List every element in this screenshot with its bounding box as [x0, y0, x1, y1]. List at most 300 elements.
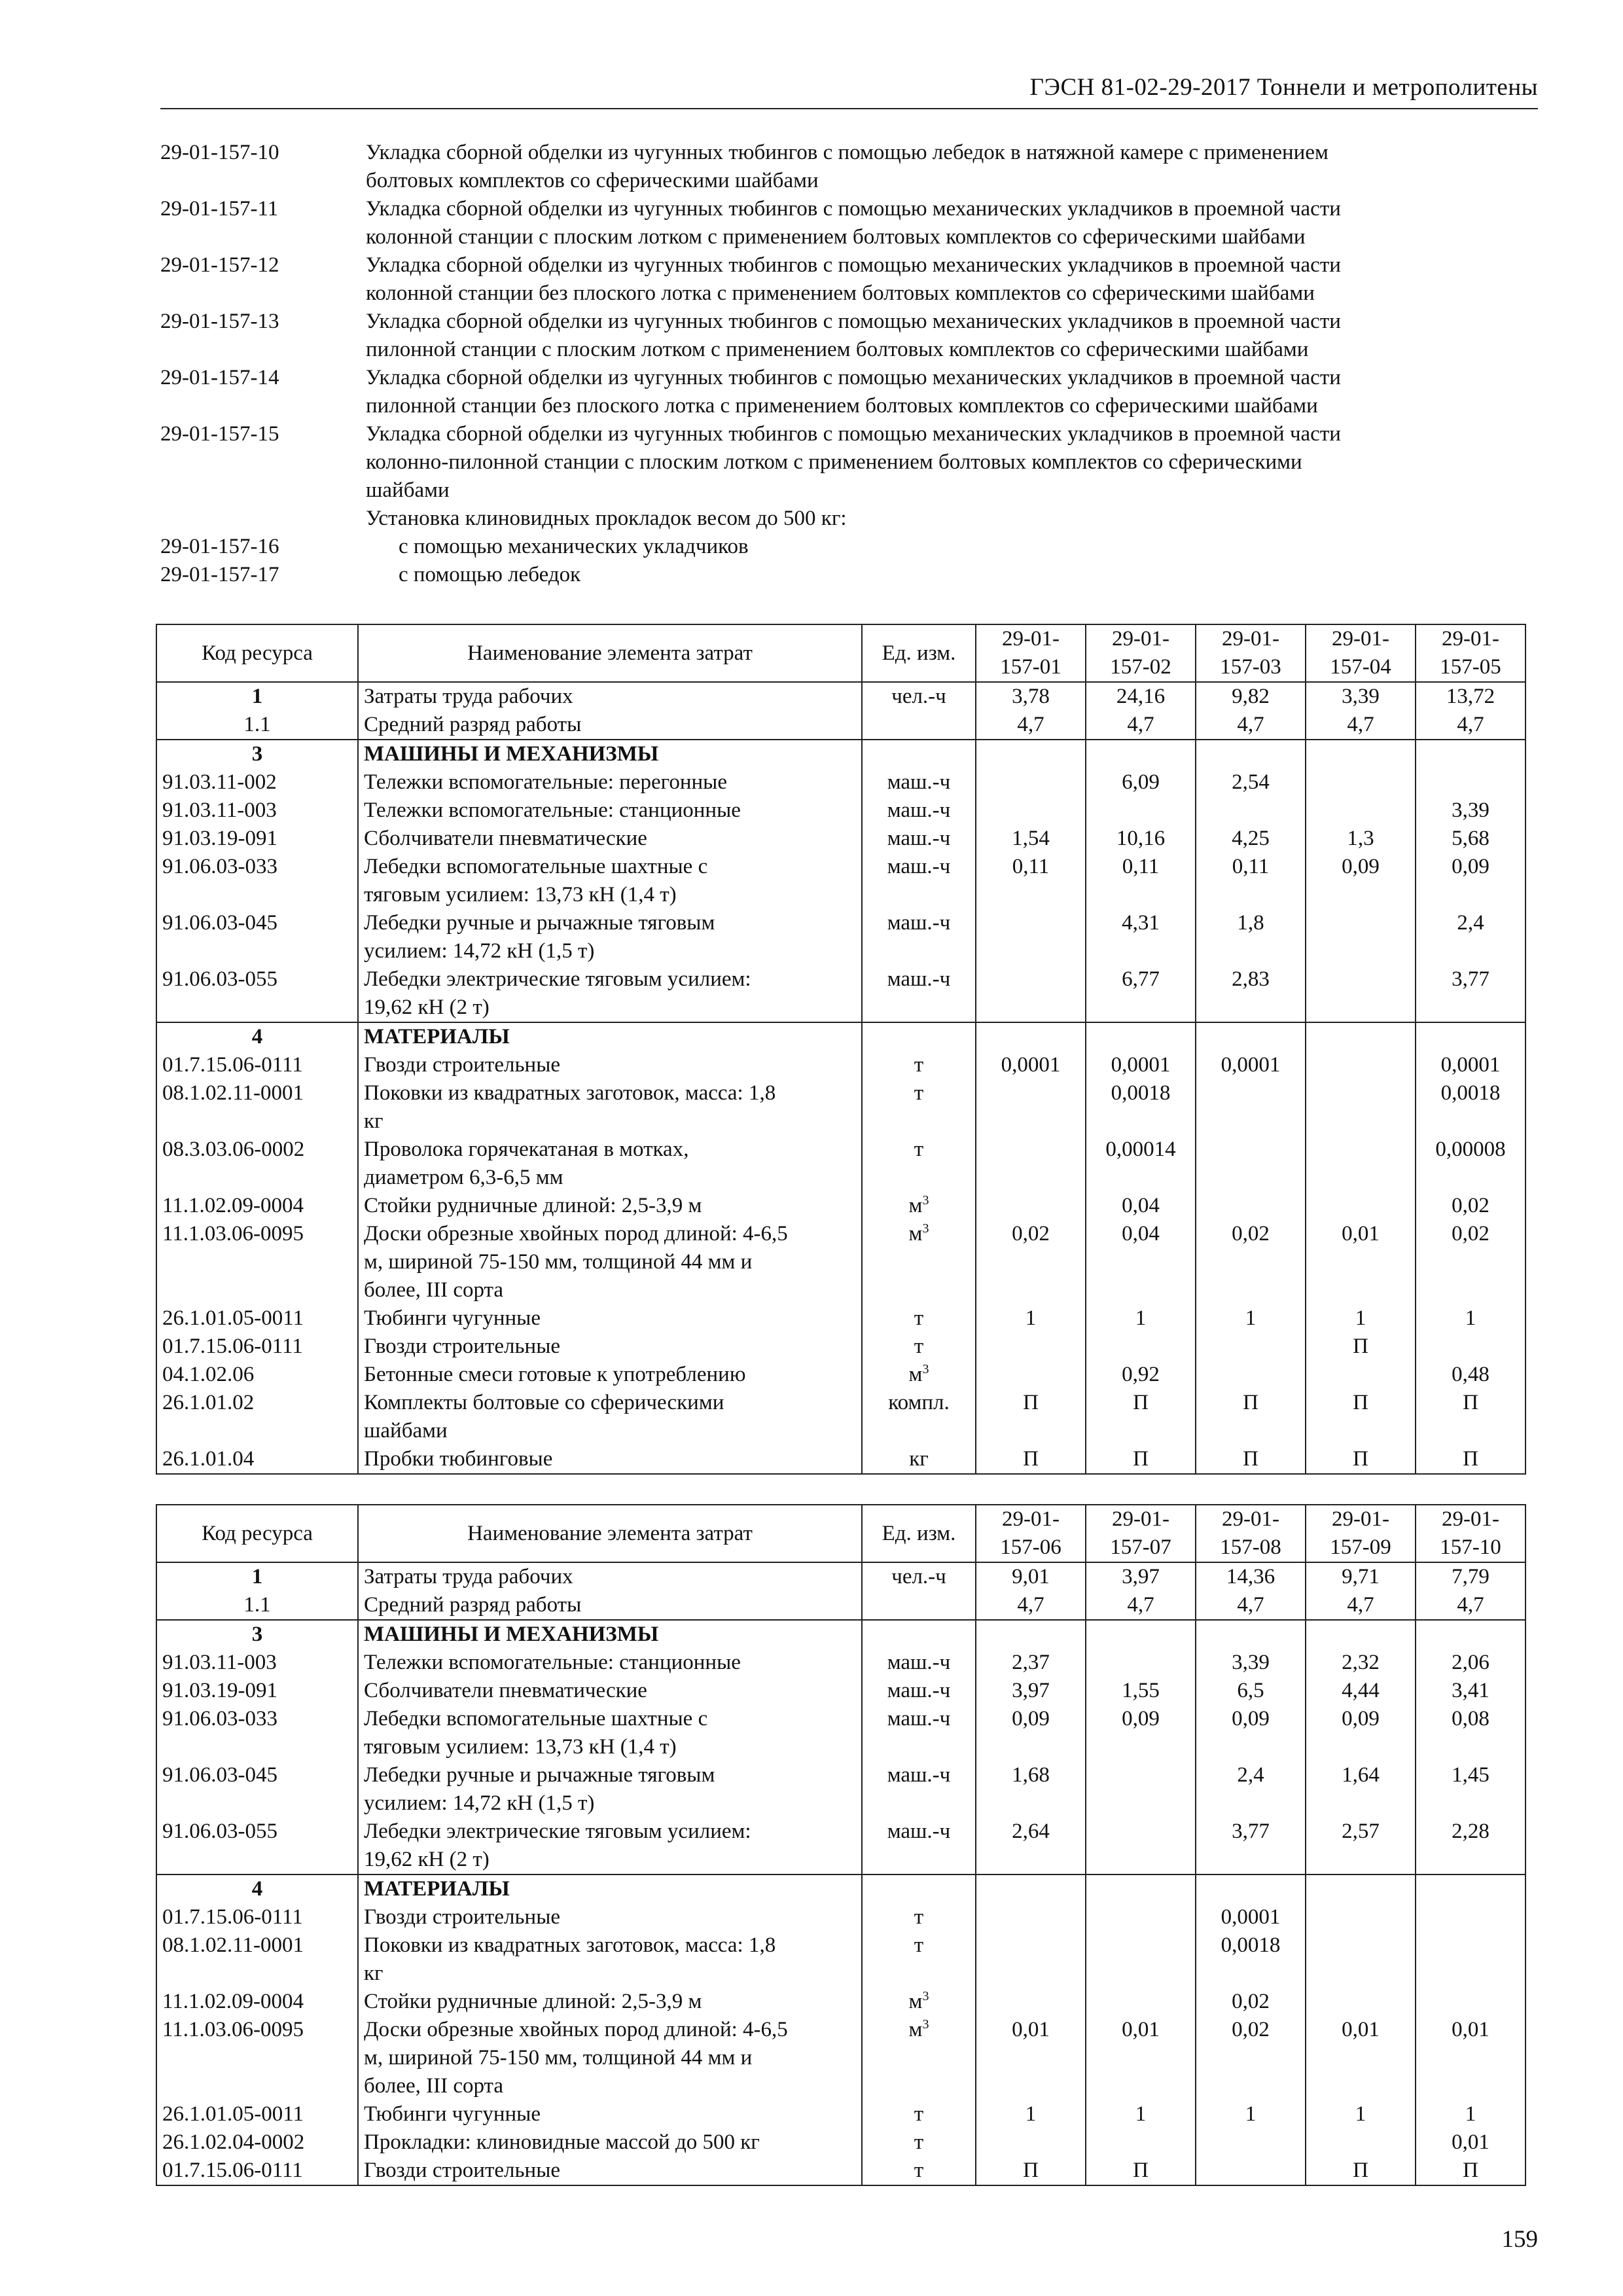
header-norm-code-line: 157-05	[1440, 655, 1501, 679]
table-row	[156, 2157, 1525, 2185]
cost-element-name-cell	[358, 965, 862, 1022]
norm-value-cell: 2,83	[1196, 965, 1306, 1022]
norm-entry-description: Укладка сборной обделки из чугунных тюбингов с помощью механических укладчиков в проемной части	[366, 310, 1341, 333]
resource-code-cell: 04.1.02.06	[156, 1361, 358, 1389]
unit-cell: т	[862, 1903, 976, 1931]
norm-entry-description: пилонной станции без плоского лотка с применением болтовых комплектов со сферическими шайбами	[366, 394, 1318, 418]
resource-code-cell: 01.7.15.06-0111	[156, 1903, 358, 1931]
norm-entry-code: 29-01-157-12	[160, 253, 279, 277]
resource-code-cell: 08.3.03.06-0002	[156, 1136, 358, 1192]
norm-value-cell: 4,7	[1086, 1591, 1196, 1620]
norm-value-cell	[1196, 1079, 1306, 1136]
cost-element-name-line: тяговым усилием: 13,73 кН (1,4 т)	[364, 1735, 677, 1759]
table-row	[156, 768, 1525, 797]
norm-value-cell	[1086, 1988, 1196, 2016]
resource-code-cell: 91.03.11-003	[156, 797, 358, 825]
table-header-row	[156, 1505, 1525, 1562]
resource-code-cell: 91.06.03-045	[156, 909, 358, 965]
resource-cost-table-1	[156, 624, 1526, 1475]
norm-entry-code: 29-01-157-17	[160, 563, 279, 586]
table-row	[156, 1220, 1525, 1304]
norm-value-cell: П	[1416, 1445, 1525, 1474]
header-unit: Ед. изм.	[862, 1505, 976, 1562]
norm-value-cell: 4,44	[1306, 1677, 1416, 1705]
norm-value-cell	[1306, 740, 1416, 768]
norm-value-cell	[976, 1361, 1086, 1389]
cost-element-name-cell	[358, 1079, 862, 1136]
norm-value-cell	[1196, 1022, 1306, 1051]
norm-value-cell: 4,7	[1196, 711, 1306, 740]
norm-value-cell	[1306, 1022, 1416, 1051]
norm-entry-line	[160, 420, 1535, 448]
header-norm-code	[1416, 624, 1525, 682]
cost-element-name-line: Стойки рудничные длиной: 2,5-3,9 м	[364, 1194, 702, 1217]
norm-value-cell: П	[1086, 1445, 1196, 1474]
norm-value-cell: 2,32	[1306, 1649, 1416, 1677]
table-row	[156, 1136, 1525, 1192]
table-header-row	[156, 624, 1525, 682]
norm-value-cell: 24,16	[1086, 682, 1196, 711]
norm-value-cell	[1306, 1136, 1416, 1192]
norm-entry-line	[160, 505, 1535, 533]
resource-code-cell: 91.06.03-045	[156, 1761, 358, 1818]
resource-code-cell: 3	[156, 1620, 358, 1649]
resource-code-cell: 11.1.02.09-0004	[156, 1988, 358, 2016]
header-norm-code-line: 29-01-	[1112, 627, 1169, 651]
table-row	[156, 1361, 1525, 1389]
norm-value-cell: 2,57	[1306, 1818, 1416, 1874]
cost-element-name-line: Гвозди строительные	[364, 1905, 561, 1929]
resource-code-cell: 08.1.02.11-0001	[156, 1931, 358, 1988]
norm-value-cell: 0,04	[1086, 1220, 1196, 1304]
norm-value-cell	[1306, 1051, 1416, 1079]
norm-value-cell: 1	[1196, 2100, 1306, 2128]
norm-value-cell: 0,01	[976, 2016, 1086, 2100]
norm-value-cell	[976, 1136, 1086, 1192]
norm-value-cell: 13,72	[1416, 682, 1525, 711]
norm-entry-description: Укладка сборной обделки из чугунных тюбингов с помощью механических укладчиков в проемной части	[366, 422, 1341, 446]
header-norm-code-line: 29-01-	[1002, 1507, 1060, 1531]
table-row	[156, 825, 1525, 853]
norm-value-cell: 0,02	[1196, 1988, 1306, 2016]
norm-entry-line	[160, 392, 1535, 420]
cost-element-name-cell	[358, 768, 862, 797]
unit-cell: т	[862, 2157, 976, 2185]
unit-cell: $м^3$	[862, 2016, 976, 2100]
norm-value-cell: 2,54	[1196, 768, 1306, 797]
header-norm-code-line: 29-01-	[1442, 1507, 1499, 1531]
norm-value-cell	[1086, 797, 1196, 825]
norm-value-cell: 6,09	[1086, 768, 1196, 797]
cost-element-name-line: шайбами	[364, 1419, 448, 1443]
norm-value-cell	[976, 1874, 1086, 1903]
norm-value-cell: 0,01	[1416, 2016, 1525, 2100]
cost-element-name-cell	[358, 797, 862, 825]
norm-entry-line	[160, 279, 1535, 308]
table-row	[156, 965, 1525, 1022]
norm-value-cell: 2,4	[1196, 1761, 1306, 1818]
header-norm-code	[976, 1505, 1086, 1562]
table-row	[156, 1022, 1525, 1051]
resource-code-cell: 11.1.03.06-0095	[156, 2016, 358, 2100]
page-number: 159	[1501, 2226, 1538, 2253]
norm-value-cell: 1,55	[1086, 1677, 1196, 1705]
norm-value-cell: 0,92	[1086, 1361, 1196, 1389]
resource-code-cell: 91.06.03-033	[156, 1705, 358, 1761]
norm-value-cell: 4,7	[976, 1591, 1086, 1620]
table-row	[156, 909, 1525, 965]
unit-cell: маш.-ч	[862, 768, 976, 797]
norm-value-cell: 1,68	[976, 1761, 1086, 1818]
norm-value-cell	[1416, 1988, 1525, 2016]
norm-value-cell: 4,25	[1196, 825, 1306, 853]
norm-value-cell: 5,68	[1416, 825, 1525, 853]
norm-value-cell	[1196, 1874, 1306, 1903]
cost-element-name-cell	[358, 1705, 862, 1761]
header-resource-code: Код ресурса	[156, 624, 358, 682]
header-norm-code-line: 157-02	[1110, 655, 1171, 679]
norm-value-cell	[1416, 1620, 1525, 1649]
cost-element-name-line: Средний разряд работы	[364, 1593, 582, 1617]
unit-cell: маш.-ч	[862, 825, 976, 853]
norm-value-cell: 0,02	[976, 1220, 1086, 1304]
table-row	[156, 853, 1525, 909]
norm-value-cell: 3,77	[1416, 965, 1525, 1022]
norm-value-cell: 0,09	[1306, 853, 1416, 909]
cost-element-name-line: усилием: 14,72 кН (1,5 т)	[364, 1791, 595, 1815]
cost-element-name-line: Поковки из квадратных заготовок, масса: 1,8	[364, 1081, 776, 1105]
norm-entry-code	[160, 223, 366, 251]
table-row	[156, 797, 1525, 825]
table-row	[156, 1562, 1525, 1591]
unit-cell: компл.	[862, 1389, 976, 1445]
resource-code-cell: 26.1.01.05-0011	[156, 1304, 358, 1333]
cost-element-name-cell	[358, 1874, 862, 1903]
norm-value-cell: 2,4	[1416, 909, 1525, 965]
norm-value-cell	[1416, 1022, 1525, 1051]
cost-element-name-line: Доски обрезные хвойных пород длиной: 4-6,5	[364, 1222, 788, 1246]
unit-cell: т	[862, 1136, 976, 1192]
norm-entry-description: колонной станции без плоского лотка с применением болтовых комплектов со сферическими шайбами	[366, 281, 1315, 305]
norm-value-cell	[1086, 1649, 1196, 1677]
norm-entry-line	[160, 223, 1535, 251]
cost-element-name-line: Сболчиватели пневматические	[364, 1679, 647, 1702]
unit-cell: маш.-ч	[862, 1677, 976, 1705]
norm-value-cell: 0,11	[1086, 853, 1196, 909]
norm-value-cell	[976, 1022, 1086, 1051]
table-row	[156, 1677, 1525, 1705]
header-norm-code	[1306, 1505, 1416, 1562]
header-norm-code-line: 157-09	[1330, 1535, 1391, 1559]
norm-value-cell	[1196, 2157, 1306, 2185]
unit-cell	[862, 1620, 976, 1649]
norm-value-cell: 1	[1416, 2100, 1525, 2128]
cost-element-name-line: Стойки рудничные длиной: 2,5-3,9 м	[364, 1990, 702, 2013]
norm-entry-line	[160, 308, 1535, 336]
table-row	[156, 1988, 1525, 2016]
header-unit: Ед. изм.	[862, 624, 976, 682]
norm-value-cell: 4,31	[1086, 909, 1196, 965]
resource-code-cell: 91.03.11-003	[156, 1649, 358, 1677]
norm-value-cell: 0,0001	[976, 1051, 1086, 1079]
cost-element-name-line: Проволока горячекатаная в мотках,	[364, 1138, 689, 1161]
cost-element-name-line: Затраты труда рабочих	[364, 685, 573, 708]
cost-element-name-line: Гвозди строительные	[364, 1335, 561, 1358]
norm-value-cell: 0,01	[1086, 2016, 1196, 2100]
norm-value-cell: П	[1306, 1389, 1416, 1445]
resource-code-cell: 1	[156, 682, 358, 711]
cost-element-name-line: Тюбинги чугунные	[364, 2102, 541, 2126]
norm-value-cell: 0,0018	[1196, 1931, 1306, 1988]
norm-value-cell: 1	[976, 1304, 1086, 1333]
norm-entry-code: 29-01-157-10	[160, 141, 279, 164]
norm-value-cell: 0,00014	[1086, 1136, 1196, 1192]
norm-entry-code	[160, 279, 366, 308]
norm-entry-description: колонно-пилонной станции с плоским лотком с применением болтовых комплектов со сферическими	[366, 450, 1302, 474]
cost-element-name-cell	[358, 1022, 862, 1051]
norm-value-cell: 4,7	[1416, 1591, 1525, 1620]
cost-element-name-line: Тележки вспомогательные: перегонные	[364, 770, 727, 794]
norm-value-cell: 0,0018	[1086, 1079, 1196, 1136]
norm-value-cell	[1196, 1333, 1306, 1361]
cost-element-name-line: Прокладки: клиновидные массой до 500 кг	[364, 2130, 760, 2154]
unit-cell: $м^3$	[862, 1192, 976, 1220]
norm-entry-code	[160, 167, 366, 195]
cost-element-name-cell	[358, 1562, 862, 1591]
norm-value-cell: 0,11	[976, 853, 1086, 909]
unit-cell	[862, 1591, 976, 1620]
norm-value-cell: 0,11	[1196, 853, 1306, 909]
header-norm-code-line: 157-01	[1000, 655, 1061, 679]
table-row	[156, 1051, 1525, 1079]
norm-value-cell: 4,7	[1416, 711, 1525, 740]
unit-cell: т	[862, 1304, 976, 1333]
norm-value-cell: П	[1196, 1445, 1306, 1474]
cost-element-name-cell	[358, 2128, 862, 2157]
header-norm-code-line: 157-08	[1220, 1535, 1281, 1559]
cost-element-name-line: Пробки тюбинговые	[364, 1447, 553, 1471]
norm-value-cell: П	[976, 2157, 1086, 2185]
norm-value-cell	[976, 768, 1086, 797]
norm-entry-code	[160, 392, 366, 420]
cost-element-name-cell	[358, 1761, 862, 1818]
norm-value-cell	[1416, 768, 1525, 797]
unit-cell: чел.-ч	[862, 1562, 976, 1591]
unit-cell	[862, 1022, 976, 1051]
norm-entry-code	[160, 448, 366, 476]
norm-entry-line	[160, 561, 1535, 589]
cost-element-name-line: Лебедки вспомогательные шахтные с	[364, 855, 708, 878]
norm-entry-code: 29-01-157-16	[160, 535, 279, 558]
resource-code-cell: 01.7.15.06-0111	[156, 1051, 358, 1079]
norm-value-cell	[976, 1931, 1086, 1988]
resource-code-cell: 26.1.01.02	[156, 1389, 358, 1445]
cost-element-name-cell	[358, 1051, 862, 1079]
norm-entry-description: Укладка сборной обделки из чугунных тюбингов с помощью лебедок в натяжной камере с применением	[366, 141, 1329, 164]
norm-value-cell: П	[1416, 2157, 1525, 2185]
resource-code-cell: 26.1.01.04	[156, 1445, 358, 1474]
norm-value-cell	[1416, 740, 1525, 768]
unit-cell: т	[862, 2128, 976, 2157]
norm-value-cell: 9,01	[976, 1562, 1086, 1591]
norm-value-cell	[1086, 1761, 1196, 1818]
norm-value-cell: 3,77	[1196, 1818, 1306, 1874]
norm-value-cell: 0,09	[1306, 1705, 1416, 1761]
cost-element-name-line: Тележки вспомогательные: станционные	[364, 1651, 741, 1674]
header-norm-code-line: 157-06	[1000, 1535, 1061, 1559]
cost-element-name-cell	[358, 2157, 862, 2185]
norm-value-cell: 1	[1306, 1304, 1416, 1333]
cost-element-name-cell	[358, 1903, 862, 1931]
resource-code-cell: 08.1.02.11-0001	[156, 1079, 358, 1136]
norm-value-cell: 3,97	[976, 1677, 1086, 1705]
norm-value-cell: 6,77	[1086, 965, 1196, 1022]
resource-cost-table-2	[156, 1504, 1526, 2186]
cost-element-name-cell	[358, 1361, 862, 1389]
resource-code-cell: 11.1.03.06-0095	[156, 1220, 358, 1304]
unit-cell: $м^3$	[862, 1361, 976, 1389]
norm-value-cell: 0,0018	[1416, 1079, 1525, 1136]
cost-element-name-line: усилием: 14,72 кН (1,5 т)	[364, 939, 595, 963]
norm-value-cell: 0,01	[1416, 2128, 1525, 2157]
resource-code-cell: 26.1.01.05-0011	[156, 2100, 358, 2128]
unit-cell: маш.-ч	[862, 965, 976, 1022]
norm-entry-description: пилонной станции с плоским лотком с применением болтовых комплектов со сферическими шайбами	[366, 338, 1309, 361]
table-row	[156, 2016, 1525, 2100]
norm-value-cell: 0,09	[1416, 853, 1525, 909]
table-row	[156, 1192, 1525, 1220]
norm-value-cell	[1306, 1874, 1416, 1903]
cost-element-name-cell	[358, 1591, 862, 1620]
norm-value-cell	[1196, 740, 1306, 768]
norm-value-cell	[976, 740, 1086, 768]
resource-code-cell: 91.06.03-055	[156, 965, 358, 1022]
resource-code-cell: 91.03.19-091	[156, 825, 358, 853]
norm-value-cell: 0,0001	[1196, 1903, 1306, 1931]
norm-value-cell: 3,41	[1416, 1677, 1525, 1705]
resource-code-cell: 3	[156, 740, 358, 768]
norm-value-cell	[976, 965, 1086, 1022]
norm-value-cell: 4,7	[976, 711, 1086, 740]
norm-value-cell	[976, 909, 1086, 965]
table-row	[156, 1304, 1525, 1333]
table-row	[156, 1818, 1525, 1874]
norm-value-cell	[1086, 1874, 1196, 1903]
resource-code-cell: 1	[156, 1562, 358, 1591]
unit-cell: т	[862, 1333, 976, 1361]
norm-value-cell	[976, 1620, 1086, 1649]
norm-entry-description: Установка клиновидных прокладок весом до 500 кг:	[366, 507, 847, 530]
norm-value-cell: 0,01	[1306, 2016, 1416, 2100]
header-norm-code-line: 29-01-	[1112, 1507, 1169, 1531]
norm-value-cell: П	[1086, 2157, 1196, 2185]
norm-value-cell	[1086, 1903, 1196, 1931]
header-norm-code-line: 157-07	[1110, 1535, 1171, 1559]
norm-value-cell: 4,7	[1306, 711, 1416, 740]
cost-element-name-cell	[358, 1445, 862, 1474]
cost-element-name-cell	[358, 682, 862, 711]
norm-value-cell: 4,7	[1086, 711, 1196, 740]
header-norm-code	[1086, 624, 1196, 682]
norm-value-cell: 6,5	[1196, 1677, 1306, 1705]
norm-value-cell: 1	[1196, 1304, 1306, 1333]
table-row	[156, 1445, 1525, 1474]
cost-element-name-line: диаметром 6,3-6,5 мм	[364, 1166, 563, 1189]
norm-value-cell	[1306, 1988, 1416, 2016]
cost-element-name-line: кг	[364, 1962, 383, 1985]
norm-value-cell	[1086, 2128, 1196, 2157]
norm-value-cell: П	[976, 1389, 1086, 1445]
table-row	[156, 1874, 1525, 1903]
norm-value-cell	[1086, 1333, 1196, 1361]
norm-entry-description: шайбами	[366, 478, 450, 502]
header-norm-code-line: 29-01-	[1442, 627, 1499, 651]
cost-element-name-cell	[358, 1620, 862, 1649]
norm-value-cell: 3,97	[1086, 1562, 1196, 1591]
table-row	[156, 2128, 1525, 2157]
header-norm-code-line: 157-10	[1440, 1535, 1501, 1559]
norm-value-cell	[1196, 1136, 1306, 1192]
norm-entry-description: Укладка сборной обделки из чугунных тюбингов с помощью механических укладчиков в проемной части	[366, 197, 1341, 221]
norm-value-cell: П	[1086, 1389, 1196, 1445]
cost-element-name-line: Бетонные смеси готовые к употреблению	[364, 1363, 746, 1386]
norm-value-cell: 0,09	[1086, 1705, 1196, 1761]
unit-cell: чел.-ч	[862, 682, 976, 711]
norm-value-cell	[1306, 1192, 1416, 1220]
cost-element-name-cell	[358, 711, 862, 740]
table-row	[156, 682, 1525, 711]
cost-element-name-cell	[358, 1931, 862, 1988]
norm-value-cell	[1196, 797, 1306, 825]
norm-value-cell	[1196, 1620, 1306, 1649]
resource-code-cell: 1.1	[156, 711, 358, 740]
norm-entries-list	[160, 139, 1535, 589]
header-norm-code-line: 157-04	[1330, 655, 1391, 679]
norm-value-cell: 1,54	[976, 825, 1086, 853]
cost-element-name-line: МАТЕРИАЛЫ	[364, 1025, 510, 1049]
resource-code-cell: 91.06.03-055	[156, 1818, 358, 1874]
header-norm-code-line: 29-01-	[1332, 627, 1389, 651]
cost-element-name-line: Лебедки ручные и рычажные тяговым	[364, 1763, 715, 1787]
cost-element-name-cell	[358, 1677, 862, 1705]
unit-cell: т	[862, 2100, 976, 2128]
norm-entry-line	[160, 195, 1535, 223]
table-row	[156, 711, 1525, 740]
unit-cell: т	[862, 1079, 976, 1136]
cost-element-name-line: кг	[364, 1109, 383, 1133]
norm-value-cell: 1,45	[1416, 1761, 1525, 1818]
unit-cell	[862, 740, 976, 768]
cost-element-name-line: м, шириной 75-150 мм, толщиной 44 мм и	[364, 1250, 753, 1274]
norm-value-cell: 1	[1086, 1304, 1196, 1333]
norm-entry-line	[160, 476, 1535, 505]
norm-value-cell	[1306, 797, 1416, 825]
unit-cell: $м^3$	[862, 1220, 976, 1304]
norm-value-cell: 2,37	[976, 1649, 1086, 1677]
header-cost-element-name: Наименование элемента затрат	[358, 624, 862, 682]
norm-value-cell: 7,79	[1416, 1562, 1525, 1591]
norm-value-cell	[1306, 1361, 1416, 1389]
unit-cell: маш.-ч	[862, 797, 976, 825]
norm-value-cell: 0,00008	[1416, 1136, 1525, 1192]
header-norm-code	[976, 624, 1086, 682]
resource-code-cell: 91.03.19-091	[156, 1677, 358, 1705]
cost-element-name-line: Затраты труда рабочих	[364, 1565, 573, 1588]
unit-cell: маш.-ч	[862, 853, 976, 909]
resource-code-cell: 26.1.02.04-0002	[156, 2128, 358, 2157]
header-norm-code-line: 29-01-	[1332, 1507, 1389, 1531]
cost-element-name-line: Комплекты болтовые со сферическими	[364, 1391, 724, 1414]
